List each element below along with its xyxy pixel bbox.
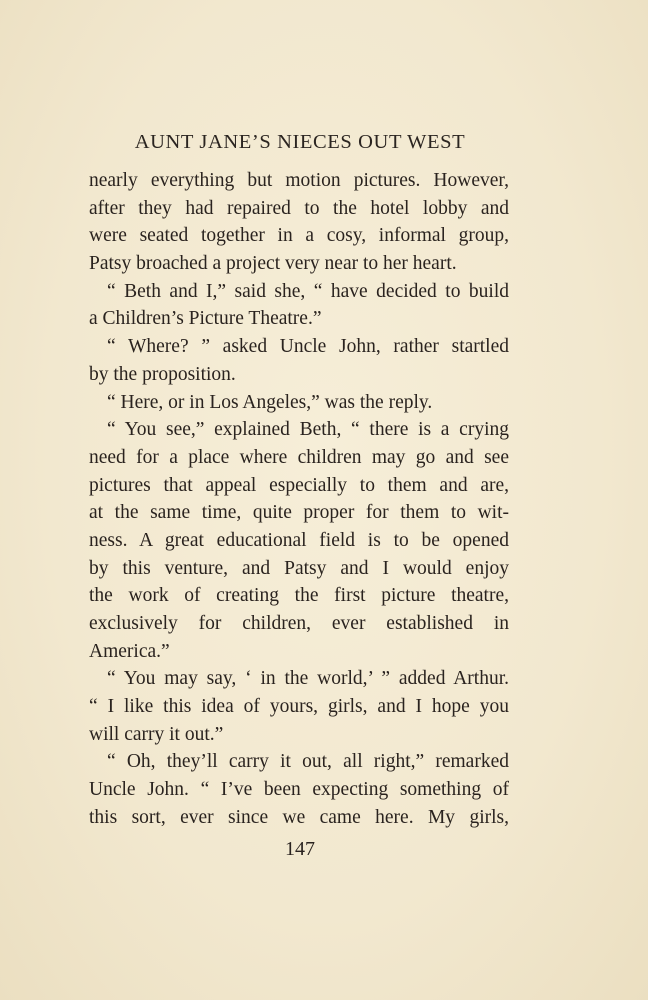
text-line: the work of creating the first picture theatre, [89, 585, 509, 607]
text-line: “ Here, or in Los Angeles,” was the reply. [107, 391, 433, 413]
text-line: America.” [89, 640, 170, 662]
text-line: “ Oh, they’ll carry it out, all right,” remarked [107, 751, 509, 773]
text-line: ness. A great educational field is to be opened [89, 529, 509, 551]
page-number: 147 [285, 838, 315, 860]
text-line: exclusively for children, ever established in [89, 613, 509, 634]
text-line: pictures that appeal especially to them and are, [89, 474, 509, 496]
text-line: “ Beth and I,” said she, “ have decided to build [107, 280, 509, 302]
text-line: after they had repaired to the hotel lobby and [89, 197, 509, 219]
running-head: AUNT JANE’S NIECES OUT WEST [134, 131, 466, 153]
text-line: Uncle John. “ I’ve been expecting something of [89, 779, 509, 801]
text-line: by the proposition. [89, 363, 236, 385]
text-line: by this venture, and Patsy and I would enjoy [89, 557, 509, 579]
text-line: at the same time, quite proper for them to wit- [89, 502, 509, 524]
text-line: this sort, ever since we came here. My girls, [89, 806, 509, 828]
text-line: “ You may say, ‘ in the world,’ ” added Arthur. [107, 668, 509, 690]
text-line: were seated together in a cosy, informal group, [89, 225, 509, 247]
text-line: “ Where? ” asked Uncle John, rather startled [107, 336, 509, 358]
text-line: need for a place where children may go and see [89, 446, 509, 468]
text-line: “ I like this idea of yours, girls, and I hope you [89, 696, 509, 718]
text-line: a Children’s Picture Theatre.” [89, 308, 322, 330]
text-line: nearly everything but motion pictures. However, [89, 170, 509, 191]
text-line: Patsy broached a project very near to her heart. [89, 253, 457, 275]
text-line: will carry it out.” [89, 723, 224, 745]
body-text [89, 167, 509, 832]
text-line: “ You see,” explained Beth, “ there is a crying [107, 419, 509, 441]
